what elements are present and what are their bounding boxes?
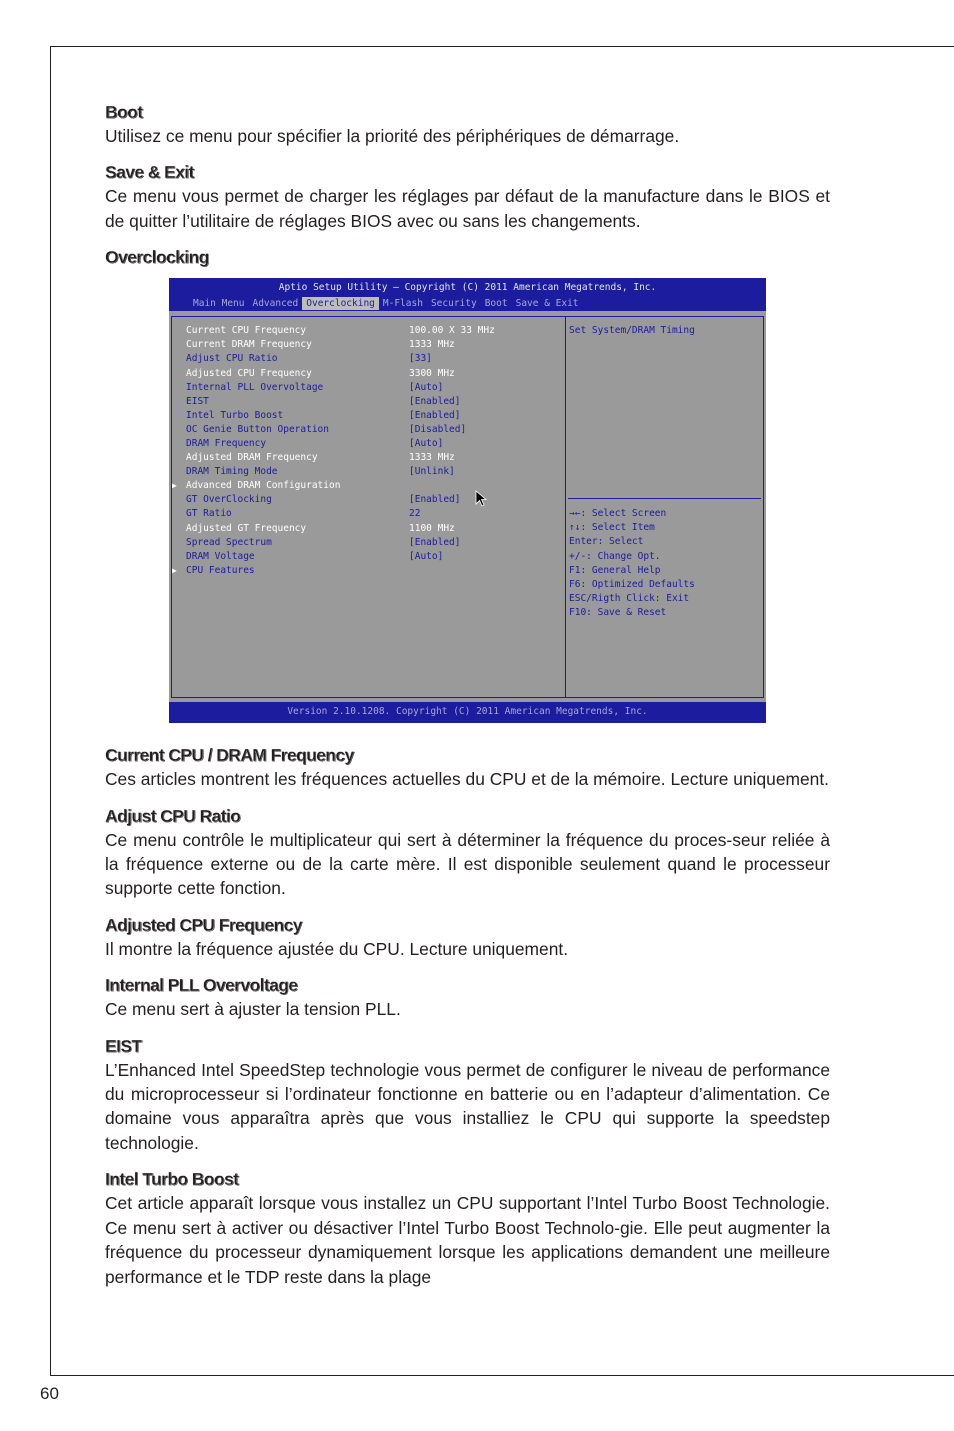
bios-setting-label: GT OverClocking (186, 494, 272, 506)
bios-setting-row[interactable] (169, 465, 565, 479)
bios-setting-label: DRAM Frequency (186, 437, 267, 449)
section-heading: Internal PLL Overvoltage (105, 975, 298, 996)
section-block (105, 913, 830, 961)
bios-setting-value: [Enabled] (409, 395, 461, 407)
bios-key-hint: F1: General Help (569, 564, 661, 576)
section-heading: Boot (105, 102, 143, 122)
mouse-pointer-icon (475, 490, 489, 508)
bios-setting-label: Adjusted DRAM Frequency (186, 452, 318, 464)
page-number: 60 (40, 1384, 59, 1403)
bios-setting-row (169, 338, 565, 352)
bios-setting-label: DRAM Timing Mode (186, 466, 278, 478)
top-rule (50, 46, 954, 47)
bios-setting-row[interactable] (169, 437, 565, 451)
bios-tab[interactable]: Save & Exit (515, 298, 579, 310)
bios-key-hint: Enter: Select (569, 536, 644, 548)
bios-tab[interactable]: Security (430, 298, 477, 310)
bios-setting-row[interactable] (169, 409, 565, 423)
bios-setting-row (169, 324, 565, 338)
bios-setting-label: OC Genie Button Operation (186, 423, 329, 435)
overclocking-heading: Overclocking (105, 247, 209, 268)
bios-setting-label: DRAM Voltage (186, 550, 255, 562)
bios-key-hint: →←: Select Screen (569, 508, 667, 520)
section-heading: Adjusted CPU Frequency (105, 914, 302, 935)
section-text: Ce menu vous permet de charger les réglages par défaut de la manufacture dans le BIOS et de quitter l’utilitaire de réglages BIOS avec ou sans les changements. (105, 186, 830, 231)
section-block (105, 743, 830, 791)
bios-key-hint: F10: Save & Reset (569, 606, 667, 618)
bios-setting-label: Internal PLL Overvoltage (186, 381, 324, 393)
section-block (105, 973, 830, 1021)
section-text: Ce menu sert à ajuster la tension PLL. (105, 999, 401, 1020)
section-heading: Intel Turbo Boost (105, 1169, 239, 1190)
bios-setting-label: Adjusted CPU Frequency (186, 367, 312, 379)
bios-key-hint: ESC/Rigth Click: Exit (569, 592, 690, 604)
bios-setting-value: [Unlink] (409, 466, 455, 478)
bios-help-text: Set System/DRAM Timing (569, 325, 695, 337)
bios-setting-value: 22 (409, 508, 421, 520)
bios-setting-row[interactable] (169, 507, 565, 521)
bios-footer-bar (169, 702, 766, 723)
section-block (105, 1167, 830, 1289)
bios-setting-value: [Disabled] (409, 423, 467, 435)
bios-setting-label: Current DRAM Frequency (186, 339, 312, 351)
left-rule (50, 46, 51, 1376)
bios-tab[interactable]: M-Flash (382, 298, 423, 310)
bios-title: Aptio Setup Utility – Copyright (C) 2011 American Megatrends, Inc. (278, 282, 657, 294)
bottom-sections (105, 743, 830, 1289)
bios-setting-value: 3300 MHz (409, 367, 455, 379)
bios-setting-value: [Auto] (409, 381, 444, 393)
bios-setting-value: [Auto] (409, 437, 444, 449)
bios-version: Version 2.10.1208. Copyright (C) 2011 American Megatrends, Inc. (287, 706, 648, 718)
bios-setting-value: [33] (409, 353, 432, 365)
bios-setting-row[interactable] (169, 564, 565, 578)
section-text: Cet article apparaît lorsque vous installez un CPU supportant l’Intel Turbo Boost Technologie. Ce menu sert à activer ou désactiver l’Intel Turbo Boost Technolo-gie. Elle peut augmenter la fréquence du processeur dynamiquement lorsque les applications demandent une meilleure performance et le TDP reste dans la plage (105, 1193, 830, 1287)
bios-header-bar (169, 278, 766, 311)
bios-setting-row[interactable] (169, 381, 565, 395)
bios-setting-row[interactable] (169, 479, 565, 493)
section-boot (105, 100, 830, 148)
bios-screenshot (169, 278, 766, 723)
bios-setting-row[interactable] (169, 352, 565, 366)
bios-setting-row[interactable] (169, 423, 565, 437)
submenu-arrow-icon: ▶ (172, 565, 177, 575)
bios-key-legend (569, 507, 695, 620)
section-text: Utilisez ce menu pour spécifier la priorité des périphériques de démarrage. (105, 126, 680, 146)
section-text: Il montre la fréquence ajustée du CPU. Lecture uniquement. (105, 938, 569, 959)
bios-tab[interactable]: Main Menu (193, 298, 245, 310)
section-heading: EIST (105, 1035, 142, 1056)
bios-setting-row (169, 451, 565, 465)
bios-setting-label: Adjust CPU Ratio (186, 353, 278, 365)
section-text: Ce menu contrôle le multiplicateur qui sert à déterminer la fréquence du proces-seur reliée à la fréquence externe ou de la carte mère. Il est disponible seulement quand le processeur supporte cette fonction. (105, 829, 830, 899)
submenu-arrow-icon: ▶ (172, 481, 177, 491)
bios-setting-value: 1333 MHz (409, 339, 455, 351)
bios-setting-row[interactable] (169, 395, 565, 409)
bios-tab[interactable]: Advanced (252, 298, 299, 310)
bios-setting-label: Current CPU Frequency (186, 325, 307, 337)
bios-setting-label: CPU Features (186, 564, 255, 576)
bios-setting-label: EIST (186, 395, 209, 407)
bios-key-hint: +/-: Change Opt. (569, 550, 661, 562)
section-heading: Current CPU / DRAM Frequency (105, 745, 354, 766)
bios-setting-label: Intel Turbo Boost (186, 409, 284, 421)
bios-settings-list (169, 324, 565, 578)
section-save-exit (105, 160, 830, 233)
bios-setting-value: [Enabled] (409, 536, 461, 548)
bios-setting-label: Adjusted GT Frequency (186, 522, 307, 534)
bios-setting-value: [Enabled] (409, 409, 461, 421)
bios-setting-row[interactable] (169, 493, 565, 507)
bios-setting-value: 100.00 X 33 MHz (409, 325, 495, 337)
bios-tabs (189, 297, 583, 310)
bios-setting-value: [Enabled] (409, 494, 461, 506)
section-text: L’Enhanced Intel SpeedStep technologie vous permet de configurer le niveau de performance du microprocesseur si l’ordinateur fonctionne en batterie ou en l’adapteur d’alimentation. Ce domaine vous apparaîtra après que vous installiez le CPU qui supporte la speedstep technologie. (105, 1059, 830, 1153)
bottom-rule (50, 1375, 954, 1376)
bios-help-separator (568, 498, 761, 499)
section-block (105, 1034, 830, 1156)
bios-setting-label: Advanced DRAM Configuration (186, 480, 341, 492)
bios-setting-value: 1100 MHz (409, 522, 455, 534)
bios-setting-value: 1333 MHz (409, 452, 455, 464)
section-heading: Adjust CPU Ratio (105, 805, 241, 826)
bios-key-hint: ↑↓: Select Item (569, 522, 655, 534)
bios-setting-row (169, 367, 565, 381)
bios-setting-label: GT Ratio (186, 508, 232, 520)
bios-tab[interactable]: Overclocking (302, 297, 379, 310)
section-text: Ces articles montrent les fréquences actuelles du CPU et de la mémoire. Lecture uniquement. (105, 769, 830, 790)
bios-setting-value: [Auto] (409, 550, 444, 562)
page-content (105, 100, 830, 1301)
bios-divider (565, 316, 566, 698)
bios-key-hint: F6: Optimized Defaults (569, 578, 695, 590)
bios-tab[interactable]: Boot (484, 298, 508, 310)
bios-setting-row[interactable] (169, 536, 565, 550)
bios-setting-row (169, 522, 565, 536)
bios-setting-label: Spread Spectrum (186, 536, 272, 548)
bios-setting-row[interactable] (169, 550, 565, 564)
section-heading: Save & Exit (105, 162, 194, 183)
section-block (105, 804, 830, 901)
